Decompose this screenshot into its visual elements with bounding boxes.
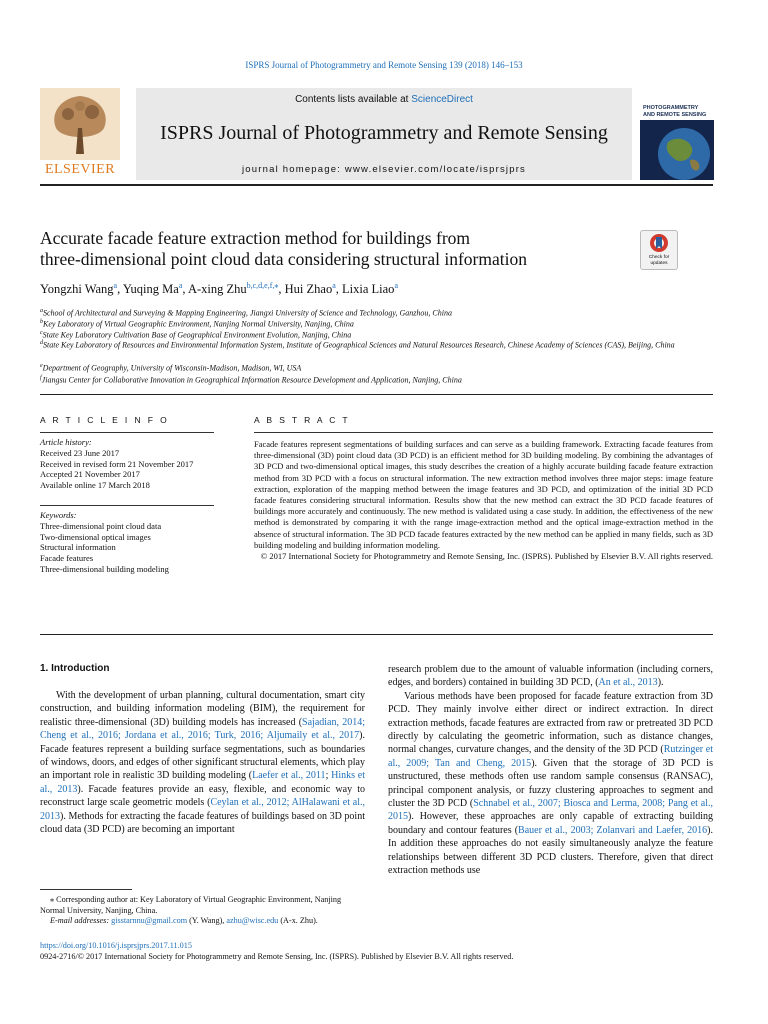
crossmark-label: Check for updates bbox=[648, 255, 670, 266]
author-name[interactable]: Hui Zhao bbox=[284, 282, 333, 297]
author-name[interactable]: Yongzhi Wang bbox=[40, 282, 114, 297]
affiliation-marker: e bbox=[40, 363, 43, 369]
cover-title-line2: AND REMOTE SENSING bbox=[643, 112, 707, 118]
author-separator: , bbox=[117, 282, 123, 297]
history-item: Accepted 21 November 2017 bbox=[40, 469, 140, 480]
affiliation-text: School of Architectural and Surveying & Mapping Engineering, Jiangxi University of Science and Technology, Ganzhou, China bbox=[43, 308, 452, 318]
meta-rule bbox=[40, 394, 713, 395]
affiliation-text: State Key Laboratory of Resources and Environmental Information System, Institute of Geographical Sciences and Natural Resources Research, Chinese Academy of Sciences (CAS), Beijing, China bbox=[43, 340, 675, 350]
check-for-updates-button[interactable] bbox=[640, 230, 678, 270]
title-line-2: three-dimensional point cloud data considering structural information bbox=[40, 249, 527, 269]
article-title bbox=[40, 228, 640, 270]
footnote-rule bbox=[40, 889, 132, 890]
abstract-rule bbox=[254, 432, 713, 433]
intro-paragraph: With the development of urban planning, cultural documentation, smart city construction, and building information modeling (BIM), the requirement for realistic three-dimensional (3D) building models has increased (Sajadian, 2014; Cheng et al., 2016; Jordana et al., 2016; Turk, 2016; Aljumaily et al., 2017). Facade features represent a building surface segmentations, such as boundaries of windows, doors, and edges of other significant structural elements, which play an important role in realistic 3D building modeling (Laefer et al., 2011; Hinks et al., 2013). Facade features provide an easy, flexible, and economic way to reconstruct large scale geometric models (Ceylan et al., 2012; AlHalawani et al., 2013). Methods for extracting the facade features of buildings based on 3D point cloud data (3D PCD) are becoming an important bbox=[40, 690, 366, 836]
author-name[interactable]: A-xing Zhu bbox=[187, 282, 247, 297]
citation-link[interactable]: Laefer et al., 2011 bbox=[252, 770, 326, 782]
abstract-copyright: © 2017 International Society for Photogrammetry and Remote Sensing, Inc. (ISPRS). Published by Elsevier B.V. All rights reserved. bbox=[260, 551, 713, 562]
affiliation-text: Department of Geography, University of Wisconsin-Madison, Madison, WI, USA bbox=[42, 363, 302, 373]
citation-link[interactable]: Sajadian, 2014; Cheng et al., 2016; Jordana et al., 2016; Turk, 2016; Aljumaily et al., 2017 bbox=[40, 716, 365, 742]
affiliation-item bbox=[40, 373, 720, 386]
contents-line: Contents lists available at ScienceDirect bbox=[295, 94, 473, 105]
affiliation-item bbox=[40, 338, 720, 351]
elsevier-logo bbox=[40, 88, 120, 180]
affiliation-item bbox=[40, 361, 720, 374]
keywords bbox=[40, 510, 214, 575]
section-heading-introduction: 1. Introduction bbox=[40, 663, 110, 674]
author-name[interactable]: Yuqing Ma bbox=[122, 282, 179, 297]
author-affiliation-marker[interactable]: a bbox=[332, 281, 336, 290]
article-info-heading: A R T I C L E I N F O bbox=[40, 415, 170, 425]
citation-link[interactable]: Hinks et al., 2013 bbox=[40, 770, 365, 795]
affiliation-marker: a bbox=[40, 308, 43, 314]
author-separator: , bbox=[335, 282, 343, 297]
globe-icon bbox=[640, 120, 714, 180]
title-line-1: Accurate facade feature extraction method for buildings from bbox=[40, 228, 471, 248]
email-line: E-mail addresses: gisstarnnu@gmail.com (Y. Wang), azhu@wisc.edu (A-x. Zhu). bbox=[50, 916, 318, 925]
keyword-item: Structural information bbox=[40, 542, 116, 553]
affiliation-text: State Key Laboratory Cultivation Base of Geographical Environment Evolution, Nanjing, China bbox=[42, 330, 352, 340]
footnote bbox=[40, 895, 365, 927]
doi-link[interactable]: https://doi.org/10.1016/j.isprsjprs.2017.11.015 bbox=[40, 941, 192, 950]
intro-right-column bbox=[388, 663, 713, 878]
intro-paragraph: research problem due to the amount of valuable information (including corners, edges, and borders) contained in building 3D PCD, (An et al., 2013). bbox=[388, 664, 713, 689]
affiliation-text: Jiangsu Center for Collaborative Innovation in Geographical Information Resource Development and Application, Nanjing, China bbox=[41, 375, 462, 385]
crossmark-icon bbox=[641, 231, 677, 255]
intro-left-column bbox=[40, 689, 365, 836]
intro-paragraph: Various methods have been proposed for facade feature extraction from 3D PCD. They mainly involve either direct or indirect extraction. In direct extraction methods, facade features are extracted from raw or pretreated 3D PCD directly by calculating the geometric information, such as distance changes, normal changes, curvature changes, and the density of the 3D PCD (Rutzinger et al., 2009; Tan and Cheng, 2015). Given that the storage of 3D PCD is unstructured, these methods often use random sample consensus (RANSAC), principal component analysis, or fuzzy clustering approaches to segment and cluster the 3D PCD (Schnabel et al., 2007; Biosca and Lerma, 2008; Pang et al., 2015). However, these approaches are only capable of extracting building boundary and contour features (Bauer et al., 2003; Zolanvari and Laefer, 2016). In addition these approaches do not easily simultaneously analyze the feature relationships between different 3D PCD clusters. Therefore, given that direct extraction methods use bbox=[388, 690, 713, 877]
article-info-rule bbox=[40, 432, 214, 433]
body-rule bbox=[40, 634, 713, 635]
affiliation-marker: c bbox=[40, 330, 43, 336]
corresponding-author-note: ⁎ Corresponding author at: Key Laboratory of Virtual Geographic Environment, Nanjing Normal University, Nanjing, China. bbox=[40, 895, 342, 915]
keyword-item: Two-dimensional optical images bbox=[40, 531, 151, 542]
keyword-item: Three-dimensional point cloud data bbox=[40, 520, 162, 531]
affiliation-text: Key Laboratory of Virtual Geographic Environment, Nanjing Normal University, Nanjing, China bbox=[43, 319, 354, 329]
journal-homepage[interactable]: journal homepage: www.elsevier.com/locate/isprsjprs bbox=[241, 164, 527, 175]
citation-link[interactable]: Bauer et al., 2003; Zolanvari and Laefer, 2016 bbox=[518, 824, 708, 836]
history-item: Received in revised form 21 November 2017 bbox=[40, 458, 194, 469]
article-history-label: Article history: bbox=[40, 437, 92, 447]
citation-link[interactable]: Rutzinger et al., 2009; Tan and Cheng, 2015 bbox=[388, 744, 713, 769]
journal-banner bbox=[136, 88, 632, 180]
abstract-text: Facade features represent segmentations of building surfaces and can serve as a building framework. Extracting facade features from three-dimensional (3D) point cloud data (3D PCD) is an efficient method for 3D building modeling. By combining the advantages of 3D PCD and two-dimensional optical images, this study describes the creation of a highly accurate building facade feature extraction method from 3D PCD with a focus on structural information. The new extraction method involves three major steps: image feature extraction, exploration of the mapping method between the image features and 3D PCD, and optimization of the initial 3D PCD facade features considering structural information. Results show that the new method can extract the 3D PCD facade features of buildings more accurately and continuously. The new method is validated using a case study. In addition, the effectiveness of the new method is demonstrated by comparing it with the range image-extraction method and the optical image-extraction method in the absence of structural information. The 3D PCD facade features extracted by the new method can be applied in many fields, such as 3D building modeling and building information modeling. © 2017 International Society for Photogrammetry and Remote Sensing, Inc. (ISPRS). Published by Elsevier B.V. All rights reserved. bbox=[254, 439, 713, 562]
affiliation-marker: d bbox=[40, 340, 43, 346]
author-affiliation-marker[interactable]: b,c,d,e,f,⁎ bbox=[246, 281, 279, 290]
keyword-item: Facade features bbox=[40, 553, 94, 564]
author-affiliation-marker[interactable]: a bbox=[394, 281, 398, 290]
keywords-label: Keywords: bbox=[40, 510, 77, 520]
author-separator: , bbox=[182, 282, 188, 297]
elsevier-wordmark: ELSEVIER bbox=[44, 162, 116, 177]
citation-link[interactable]: Schnabel et al., 2007; Biosca and Lerma, 2008; Pang et al., 2015 bbox=[388, 798, 713, 823]
keyword-item: Three-dimensional building modeling bbox=[40, 563, 169, 574]
sciencedirect-link[interactable]: ScienceDirect bbox=[411, 94, 473, 105]
affiliation-marker: b bbox=[40, 319, 43, 325]
author-list bbox=[40, 281, 398, 297]
article-history bbox=[40, 437, 214, 491]
history-item: Available online 17 March 2018 bbox=[40, 480, 150, 491]
header-rule bbox=[40, 184, 713, 186]
journal-cover-image[interactable] bbox=[640, 88, 714, 180]
issn-copyright-line: 0924-2716/© 2017 International Society for Photogrammetry and Remote Sensing, Inc. (ISPRS). Published by Elsevier B.V. All rights reserved. bbox=[40, 952, 514, 961]
author-affiliation-marker[interactable]: a bbox=[113, 281, 118, 290]
cover-title-line1: PHOTOGRAMMETRY bbox=[643, 105, 699, 111]
author-name[interactable]: Lixia Liao bbox=[342, 282, 395, 297]
email-link[interactable]: gisstarnnu@gmail.com bbox=[111, 916, 188, 925]
email-link[interactable]: azhu@wisc.edu bbox=[226, 916, 279, 925]
citation-link[interactable]: Ceylan et al., 2012; AlHalawani et al., 2013 bbox=[40, 797, 365, 822]
elsevier-tree-icon bbox=[40, 88, 120, 160]
history-item: Received 23 June 2017 bbox=[40, 447, 120, 458]
cover-title-area bbox=[640, 88, 714, 120]
citation-link[interactable]: An et al., 2013 bbox=[598, 677, 658, 689]
author-affiliation-marker[interactable]: a bbox=[178, 281, 183, 290]
journal-title: ISPRS Journal of Photogrammetry and Remote Sensing bbox=[160, 122, 608, 144]
running-journal-citation[interactable]: ISPRS Journal of Photogrammetry and Remote Sensing 139 (2018) 146–153 bbox=[245, 60, 523, 70]
abstract-heading: A B S T R A C T bbox=[254, 415, 351, 425]
affiliation-marker: f bbox=[40, 375, 42, 381]
keywords-rule bbox=[40, 505, 214, 506]
author-separator: , bbox=[278, 282, 285, 297]
